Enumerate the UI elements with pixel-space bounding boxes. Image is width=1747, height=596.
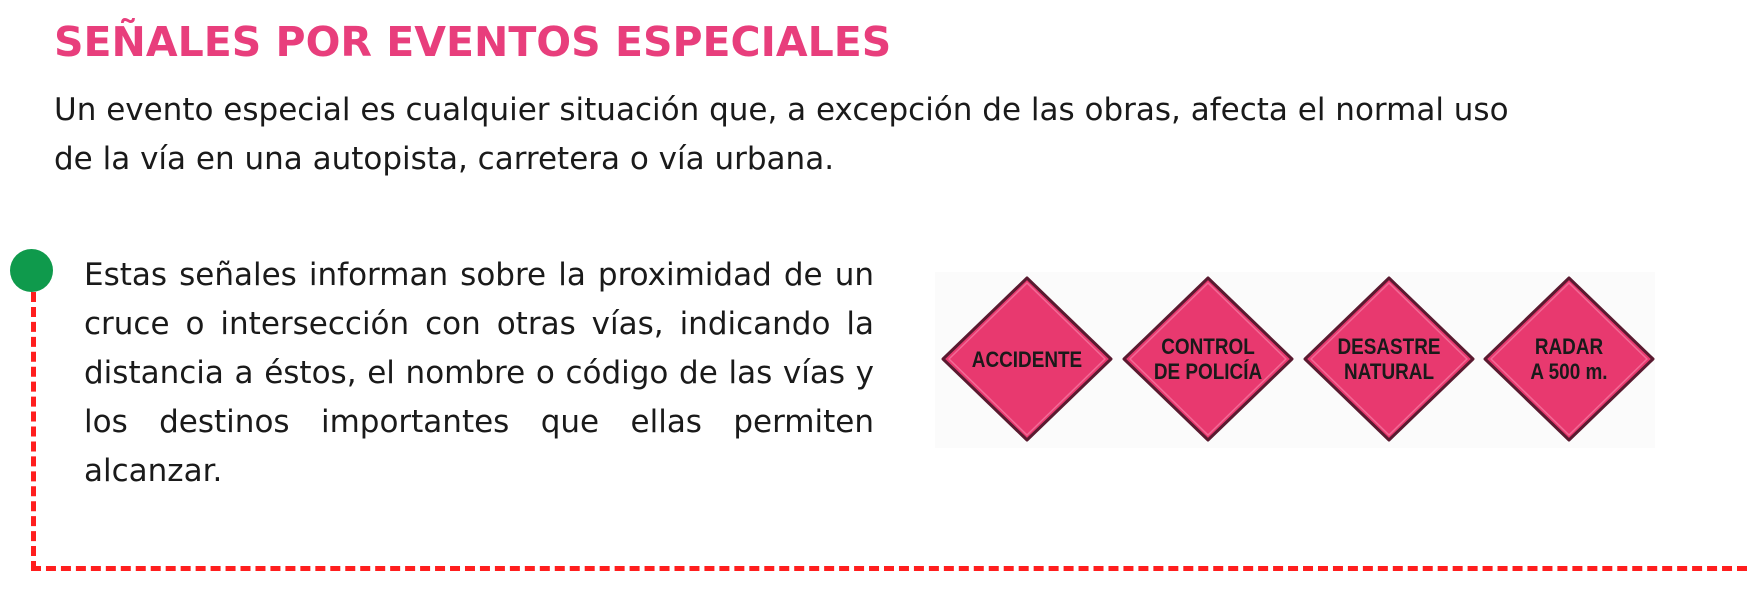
dashed-horizontal-line bbox=[31, 566, 1747, 571]
sign-desastre-natural bbox=[1301, 274, 1477, 444]
sign-label bbox=[1132, 274, 1283, 444]
sign-label bbox=[1313, 274, 1464, 444]
sign-control-policia bbox=[1120, 274, 1296, 444]
sign-label bbox=[1493, 274, 1644, 444]
description-paragraph: Estas señales informan sobre la proximidad de un cruce o intersección con otras vías, indicando la distancia a éstos, el nombre o código de las vías y los destinos importantes que ellas permiten alcanzar. bbox=[84, 257, 874, 489]
intro-line-1: Un evento especial es cualquier situación que, a excepción de las obras, afecta el normal uso bbox=[54, 92, 1509, 128]
page-title: SEÑALES POR EVENTOS ESPECIALES bbox=[54, 18, 892, 66]
dashed-vertical-line bbox=[31, 292, 36, 571]
sign-label-line-2: A 500 m. bbox=[1530, 359, 1608, 384]
intro-paragraph bbox=[54, 86, 1654, 184]
green-bullet-icon bbox=[10, 249, 53, 292]
sign-label-line-1: RADAR bbox=[1534, 334, 1604, 359]
sign-label-line-2: DE POLICÍA bbox=[1153, 359, 1263, 384]
sign-label-line-2: NATURAL bbox=[1343, 359, 1435, 384]
sign-label bbox=[951, 274, 1102, 444]
sign-label-line-1: CONTROL bbox=[1161, 334, 1255, 359]
intro-line-2: de la vía en una autopista, carretera o vía urbana. bbox=[54, 141, 835, 177]
sign-radar bbox=[1481, 274, 1657, 444]
sign-accidente bbox=[939, 274, 1115, 444]
sign-label-line-1: ACCIDENTE bbox=[971, 346, 1083, 372]
sign-label-line-1: DESASTRE bbox=[1337, 334, 1441, 359]
